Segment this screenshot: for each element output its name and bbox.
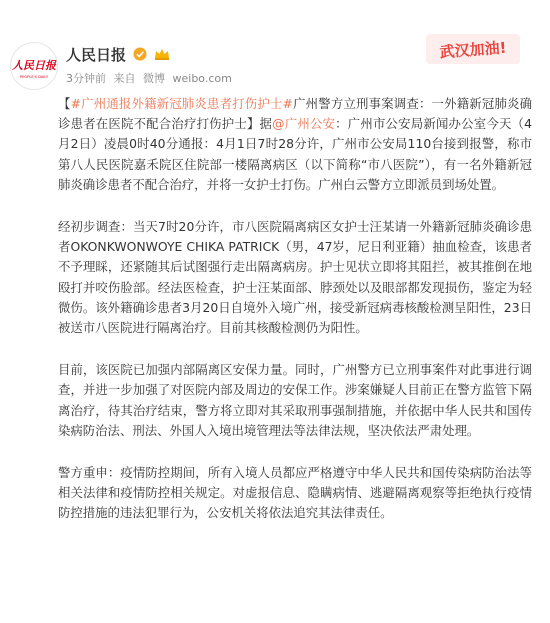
post-header: [0, 0, 550, 90]
stamp-text: 武汉加油!: [439, 38, 507, 62]
post-text-1a: 广州警方立刑事案调查：一外籍新冠肺炎确诊患者在医院不配合治疗打伤护士】据: [58, 96, 533, 132]
account-badges: [133, 45, 172, 61]
lead-bracket: 【: [58, 96, 71, 111]
avatar-logo-subtext: PEOPLE'S DAILY: [19, 75, 49, 79]
account-name[interactable]: 人民日报: [66, 46, 127, 64]
post-paragraph-4: 警方重申：疫情防控期间，所有入境人员都应严格遵守中华人民共和国传染病防治法等相关法律和疫情防控相关规定。对虚报信息、隐瞒病情、逃避隔离观察等拒绝执行疫情防控措施的违法犯罪行为，公安机关将依法追究其法律责任。: [58, 465, 532, 521]
post-time[interactable]: 3分钟前: [66, 72, 106, 85]
post-source-app[interactable]: 微博: [143, 72, 165, 85]
post-meta: [66, 70, 236, 86]
crown-icon[interactable]: [154, 46, 170, 65]
hashtag-link[interactable]: #广州通报外籍新冠肺炎患者打伤护士#: [70, 96, 293, 111]
post-text-1b: ：广州市公安局新闻办公室今天（4月2日）凌晨0时40分通报：4月1日7时28分许，广州市公安局110台接到报警，称市第八人民医院嘉禾院区住院部一楼隔离病区（以下简称“市八医院”），有一名外籍新冠肺炎确诊患者不配合治疗，并将一女护士打伤。广州白云警方立即派员到场处置。: [58, 116, 533, 192]
mention-link[interactable]: @广州公安: [272, 116, 336, 132]
peoples-daily-logo: [11, 43, 57, 89]
post-paragraph-3: 目前，该医院已加强内部隔离区安保力量。同时，广州警方已立刑事案件对此事进行调查，并进一步加强了对医院内部及周边的安保工作。涉案嫌疑人目前正在警方监管下隔离治疗，待其治疗结束，警方将立即对其采取刑事强制措施，并依据中华人民共和国传染病防治法、刑法、外国人入境出境管理法等法律法规，坚决依法严肃处理。: [58, 362, 532, 438]
avatar[interactable]: [10, 42, 58, 90]
post-paragraph-2: 经初步调查：当天7时20分许，市八医院隔离病区女护士汪某请一外籍新冠肺炎确诊患者OKONKWONWOYE CHIKA PATRICK（男，47岁，尼日利亚籍）抽血检查，该患者不予理睬，还紧随其后试图强行走出隔离病房。护士见状立即将其阻拦，被其推倒在地殴打并咬伤脸部。经法医检查，护士汪某面部、脖颈处以及眼部都发现损伤，鉴定为轻微伤。该外籍确诊患者3月20日自境外入境广州，接受新冠病毒核酸检测呈阳性，23日被送市八医院进行隔离治疗。目前其核酸检测仍为阳性。: [58, 219, 532, 336]
post-source-site: weibo.com: [172, 72, 232, 85]
post-content: [58, 94, 532, 546]
post-source-prefix: 来自: [113, 72, 136, 85]
wuhan-jiayou-stamp: [424, 28, 522, 72]
post-paragraph-1: [58, 94, 532, 195]
verified-icon[interactable]: [133, 46, 147, 65]
avatar-logo-text: 人民日报: [12, 59, 56, 72]
